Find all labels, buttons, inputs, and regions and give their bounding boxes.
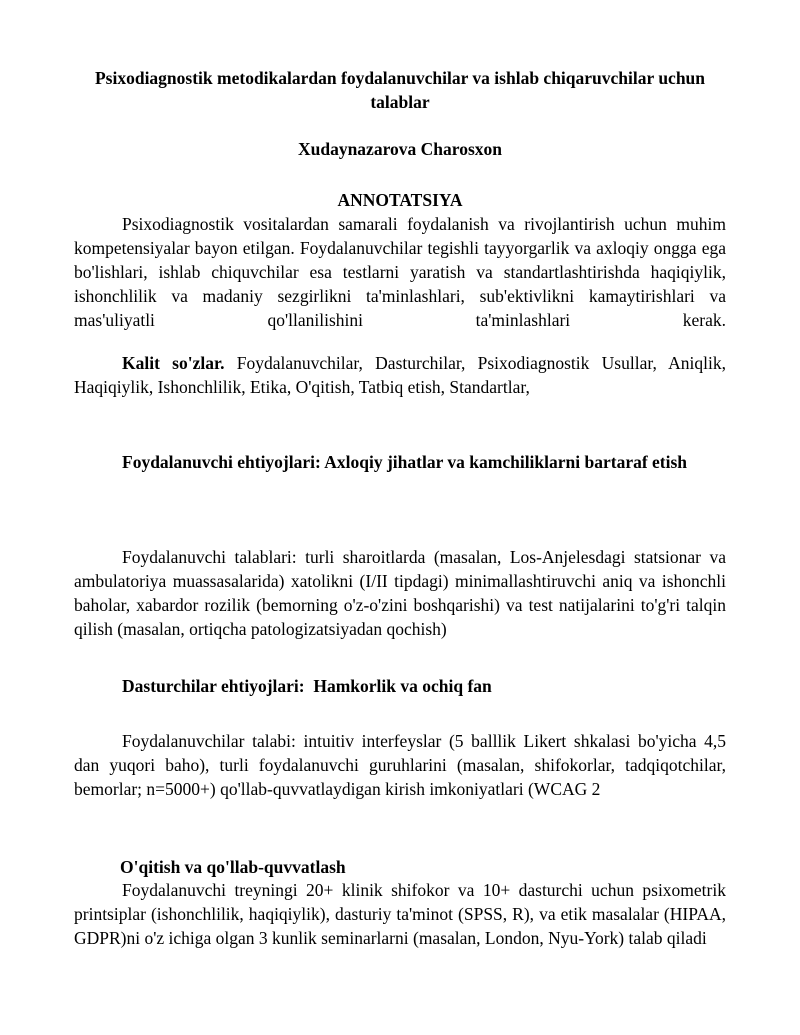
section-paragraph-user-needs: Foydalanuvchi talablari: turli sharoitlarda (masalan, Los-Anjelesdagi statsionar va ambulatoriya muassasalarida) xatolikni (I/II tipdagi) minimallashtiruvchi aniq va ishonchli baholar, xabardor rozilik (bemorning o'z-o'zini boshqarishi) va test natijalarini to'g'ri talqin qilish (masalan, ortiqcha patologizatsiyadan qochish) [74, 547, 726, 639]
section-paragraph-training: Foydalanuvchi treyningi 20+ klinik shifokor va 10+ dasturchi uchun psixometrik printsiplar (ishonchlilik, haqiqiylik), dasturiy ta'minot (SPSS, R), va etik masalalar (HIPAA, GDPR)ni o'z ichiga olgan 3 kunlik seminarlarni (masalan, London, Nyu-York) talab qiladi [74, 880, 726, 948]
section-heading-training: O'qitish va qo'llab-quvvatlash [120, 857, 346, 877]
author-name: Xudaynazarova Charosxon [297, 139, 503, 159]
section-heading-developer-needs: Dasturchilar ehtiyojlari: Hamkorlik va ochiq fan [122, 676, 492, 696]
section-heading-user-needs: Foydalanuvchi ehtiyojlari: Axloqiy jihatlar va kamchiliklarni bartaraf etish [122, 452, 688, 472]
keywords-label: Kalit so'zlar. [122, 353, 225, 373]
document-title: Psixodiagnostik metodikalardan foydalanuvchilar va ishlab chiqaruvchilar uchun talablar [94, 68, 706, 112]
keywords-paragraph [74, 351, 726, 399]
keywords-text: Foydalanuvchilar, Dasturchilar, Psixodiagnostik Usullar, Aniqlik, Haqiqiylik, Ishonchlilik, Etika, O'qitish, Tatbiq etish, Standartlar, [74, 353, 726, 397]
abstract-heading: ANNOTATSIYA [337, 190, 463, 210]
abstract-paragraph: Psixodiagnostik vositalardan samarali foydalanish va rivojlantirish uchun muhim kompetensiyalar bayon etilgan. Foydalanuvchilar tegishli tayyorgarlik va axloqiy ongga ega bo'lishlari, ishlab chiquvchilar esa testlarni yaratish va standartlashtirishda haqiqiylik, ishonchlilik va madaniy sezgirlikni ta'minlashlari, sub'ektivlikni kamaytirishlari va mas'uliyatli qo'llanilishini ta'minlashlari kerak. [74, 214, 726, 330]
section-paragraph-developer-needs: Foydalanuvchilar talabi: intuitiv interfeyslar (5 balllik Likert shkalasi bo'yicha 4,5 dan yuqori baho), turli foydalanuvchi guruhlarini (masalan, shifokorlar, tadqiqotchilar, bemorlar; n=5000+) qo'llab-quvvatlaydigan kirish imkoniyatlari (WCAG 2 [74, 731, 726, 799]
